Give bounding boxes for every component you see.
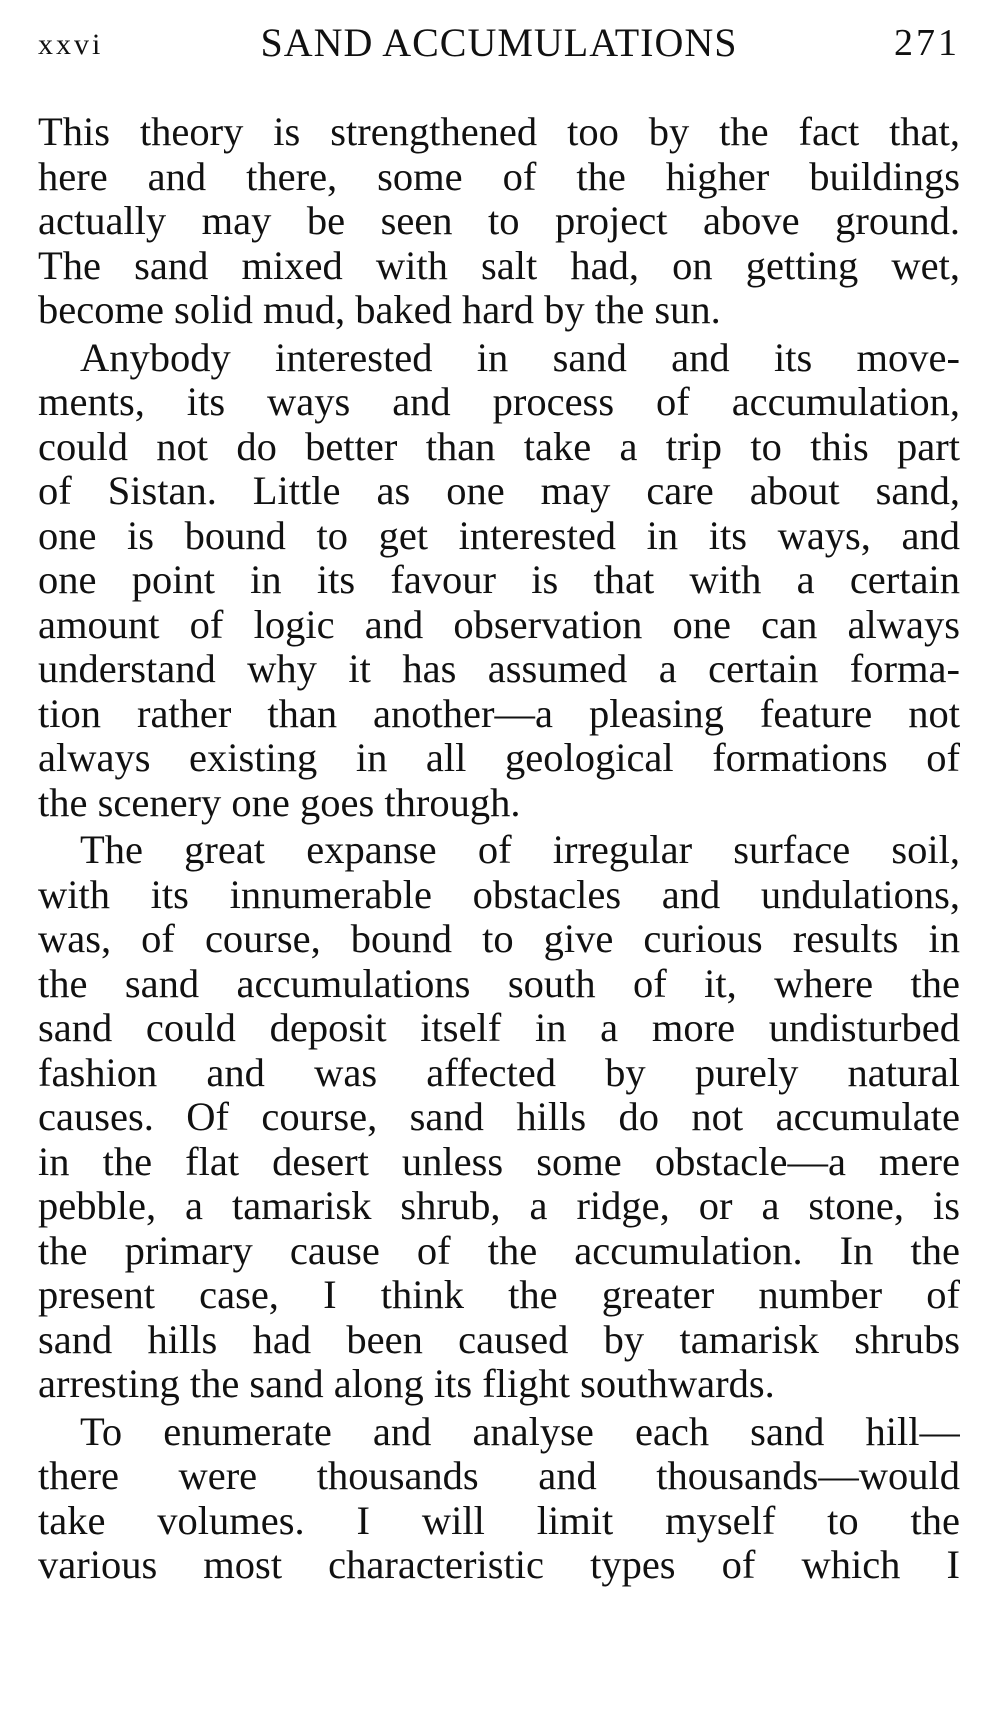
paragraph xyxy=(38,1410,960,1588)
text-line: present case, I think the greater number of xyxy=(38,1273,960,1317)
text-line: always existing in all geological formations of xyxy=(38,736,960,780)
page-number: 271 xyxy=(894,22,960,64)
text-line: pebble, a tamarisk shrub, a ridge, or a stone, is xyxy=(38,1184,960,1228)
text-line: there were thousands and thousands—would xyxy=(38,1454,960,1498)
running-title: SAND ACCUMULATIONS xyxy=(260,20,738,65)
text-line: The great expanse of irregular surface soil, xyxy=(80,828,960,872)
text-line: amount of logic and observation one can always xyxy=(38,602,960,647)
text-line: To enumerate and analyse each sand hill— xyxy=(80,1409,960,1454)
text-line: tion rather than another—a pleasing feature not xyxy=(38,691,960,736)
chapter-number: xxvi xyxy=(38,28,104,61)
text-line: with its innumerable obstacles and undulations, xyxy=(38,872,960,917)
text-line: in the flat desert unless some obstacle—a mere xyxy=(38,1139,960,1184)
text-line: This theory is strengthened too by the fact that, xyxy=(38,110,960,154)
text-line: various most characteristic types of which I xyxy=(38,1543,960,1587)
text-line: the sand accumulations south of it, where the xyxy=(38,961,960,1006)
text-line: actually may be seen to project above ground. xyxy=(38,199,960,243)
text-line: take volumes. I will limit myself to the xyxy=(38,1498,960,1543)
text-line: here and there, some of the higher buildings xyxy=(38,154,960,199)
text-line: of Sistan. Little as one may care about sand, xyxy=(38,469,960,513)
text-line: Anybody interested in sand and its move- xyxy=(80,335,960,380)
text-line: fashion and was affected by purely natural xyxy=(38,1050,960,1095)
text-line: the scenery one goes through. xyxy=(38,780,521,825)
running-head xyxy=(38,14,960,72)
text-line: understand why it has assumed a certain forma- xyxy=(38,647,960,691)
paragraph xyxy=(38,336,960,826)
text-line: arresting the sand along its flight southwards. xyxy=(38,1362,775,1406)
text-line: the primary cause of the accumulation. In the xyxy=(38,1228,960,1273)
text-line: become solid mud, baked hard by the sun. xyxy=(38,288,721,332)
paragraph xyxy=(38,828,960,1407)
text-line: causes. Of course, sand hills do not accumulate xyxy=(38,1095,960,1139)
text-line: The sand mixed with salt had, on getting wet, xyxy=(38,243,960,288)
text-line: was, of course, bound to give curious results in xyxy=(38,917,960,961)
paragraph xyxy=(38,110,960,333)
text-line: one point in its favour is that with a certain xyxy=(38,558,960,602)
text-line: sand could deposit itself in a more undisturbed xyxy=(38,1006,960,1050)
text-line: one is bound to get interested in its ways, and xyxy=(38,513,960,558)
text-line: ments, its ways and process of accumulation, xyxy=(38,380,960,424)
body-text xyxy=(38,110,960,1588)
text-line: could not do better than take a trip to this part xyxy=(38,424,960,469)
text-line: sand hills had been caused by tamarisk shrubs xyxy=(38,1317,960,1362)
